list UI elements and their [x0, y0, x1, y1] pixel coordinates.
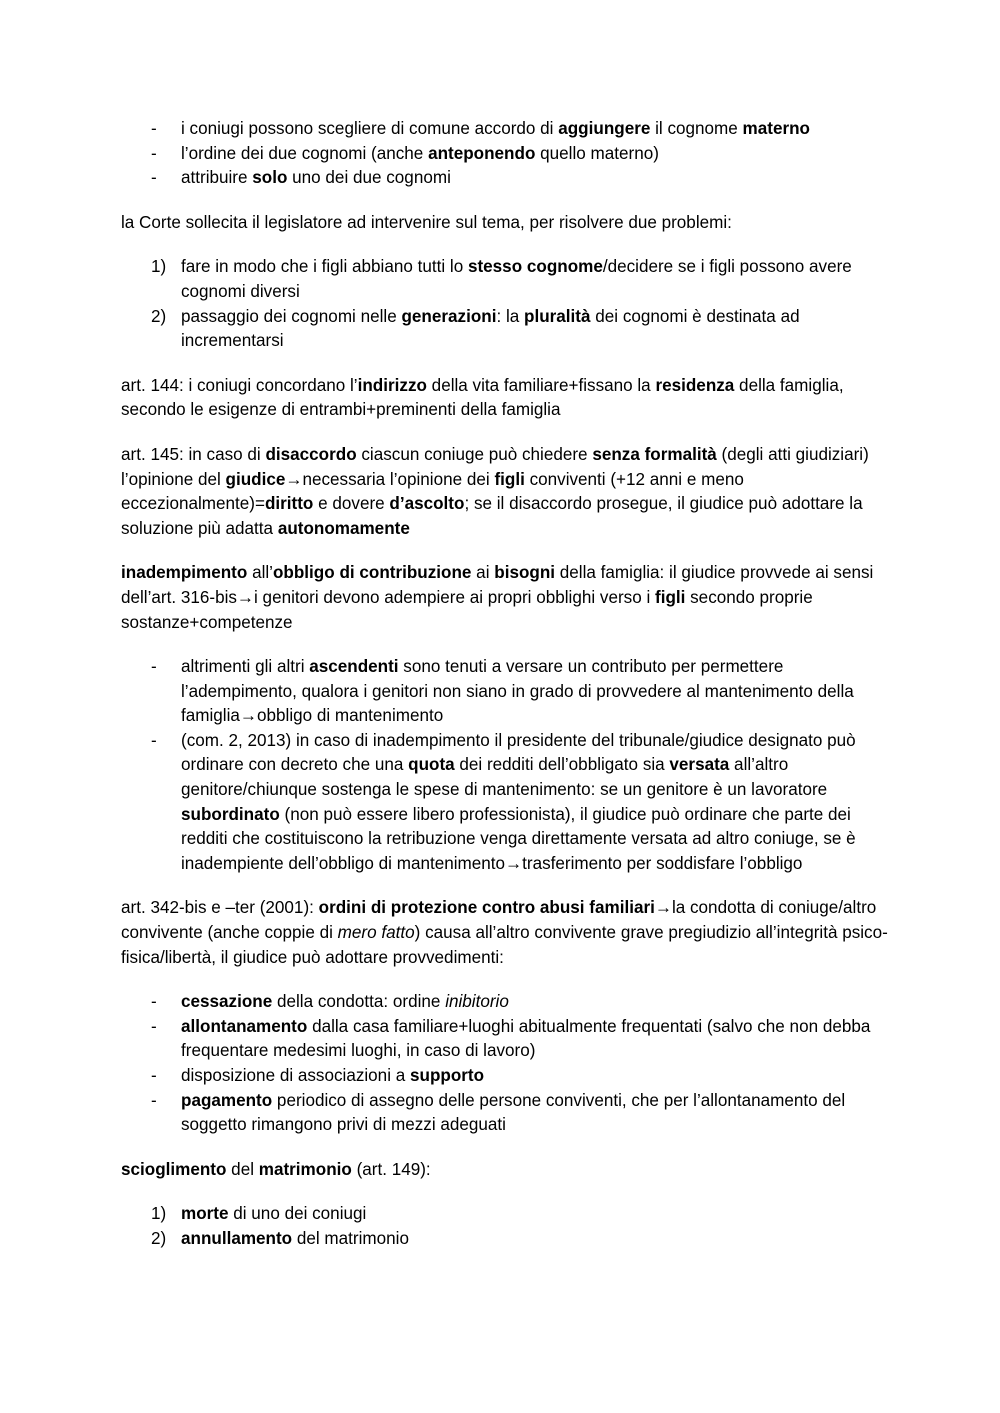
text-run: ciascun coniuge può chiedere [356, 444, 593, 464]
text-run: (non può essere libero professionista), il giudice può ordinare che parte dei redditi che costituiscono la retribuzione venga direttamente versata ad altro coniuge, se è inadempiente dell’obbligo di mantenimento→trasferimento per soddisfare l’obbligo [181, 804, 856, 873]
bold-text: obbligo di contribuzione [272, 563, 472, 583]
list-number: 1) [151, 1204, 167, 1224]
bold-text: giudice [225, 469, 286, 489]
list-item [121, 655, 891, 729]
text-run: art. 144: i coniugi concordano l’ [121, 375, 358, 395]
list-dash: - [151, 168, 157, 188]
text-run: fare in modo che i figli abbiano tutti lo [181, 257, 468, 277]
bold-text: disaccordo [265, 444, 357, 464]
bold-text: stesso cognome [467, 257, 603, 277]
bold-text: allontanamento [181, 1016, 308, 1036]
text-run: dei redditi dell’obbligato sia [454, 755, 670, 775]
text-run: passaggio dei cognomi nelle [181, 306, 402, 326]
text-run: il cognome [650, 119, 743, 138]
list-item [121, 142, 891, 167]
text-run: (com. 2, 2013) in caso di inadempimento il presidente del tribunale/giudice designato può ordinare con decreto che una [181, 730, 856, 775]
text-run: art. 342-bis e –ter (2001): [121, 898, 319, 918]
text-run: della famiglia: il giudice provvede ai sensi dell’art. 316-bis→i genitori devono adempiere ai propri obblighi verso i [121, 563, 874, 607]
bold-text: cessazione [181, 992, 273, 1012]
bold-text: senza formalità [592, 444, 717, 464]
bold-text: quota [408, 755, 455, 775]
paragraph [121, 443, 891, 541]
paragraph [121, 374, 891, 423]
numbered-list [121, 1202, 891, 1251]
text-run: ) causa all’altro convivente grave pregiudizio all’integrità psico-fisica/libertà, il giudice può adottare provvedimenti: [121, 923, 888, 967]
list-dash: - [151, 992, 157, 1012]
bold-text: solo [252, 168, 288, 188]
bold-text: subordinato [181, 804, 280, 824]
list-item [121, 990, 891, 1015]
text-run: uno dei due cognomi [287, 168, 451, 188]
text-run: (art. 149): [351, 1159, 431, 1179]
list-item [121, 1202, 891, 1227]
text-run: sono tenuti a versare un contributo per permettere l’adempimento, qualora i genitori non siano in grado di provvedere al mantenimento della famiglia→obbligo di mantenimento [181, 657, 854, 726]
text-run: l’ordine dei due cognomi (anche [181, 143, 429, 163]
bold-text: indirizzo [357, 375, 427, 395]
text-run: ; se il disaccordo prosegue, il giudice può adottare la soluzione più adatta [121, 494, 863, 538]
bold-text: pagamento [181, 1090, 273, 1110]
bold-text: scioglimento [121, 1159, 227, 1179]
text-run: →necessaria l’opinione dei [285, 469, 495, 489]
list-dash: - [151, 657, 157, 677]
list-dash: - [151, 1066, 157, 1085]
text-run: dei cognomi è destinata ad incrementarsi [181, 306, 800, 351]
list-dash: - [151, 143, 157, 163]
text-run: attribuire [181, 168, 253, 188]
bold-text: generazioni [401, 306, 497, 326]
text-run: della vita familiare+fissano la [426, 375, 656, 395]
list-dash: - [151, 119, 157, 138]
text-run: ai [471, 563, 495, 583]
bold-text: anteponendo [428, 143, 536, 163]
list-dash: - [151, 1016, 157, 1036]
bullet-list [121, 655, 891, 876]
bold-text: residenza [655, 375, 735, 395]
text-run: all’altro genitore/chiunque sostenga le spese di mantenimento: se un genitore è un lavoratore [181, 755, 828, 800]
bold-text: aggiungere [558, 119, 651, 138]
list-item [121, 1227, 891, 1252]
list-item [121, 1089, 891, 1138]
text-run: all’ [247, 563, 273, 583]
bold-text: pluralità [524, 306, 591, 326]
text-run: dalla casa familiare+luoghi abitualmente frequentati (salvo che non debba frequentare medesimi luoghi, in caso di lavoro) [181, 1016, 871, 1061]
bold-text: bisogni [494, 563, 556, 583]
list-number: 2) [151, 1228, 167, 1248]
bold-text: figli [655, 587, 686, 607]
list-item [121, 729, 891, 877]
bold-text: d’ascolto [389, 494, 465, 514]
bold-text: ascendenti [309, 657, 399, 677]
text-run: secondo proprie sostanze+competenze [121, 587, 813, 632]
bold-text: inadempimento [121, 563, 248, 583]
text-run: la Corte sollecita il legislatore ad intervenire sul tema, per risolvere due problemi: [121, 212, 732, 232]
list-item [121, 1015, 891, 1064]
bold-text: versata [669, 755, 730, 775]
list-dash: - [151, 1090, 157, 1110]
list-dash: - [151, 730, 157, 750]
bullet-list [121, 117, 891, 191]
paragraph [121, 896, 891, 970]
text-run: /decidere se i figli possono avere cognomi diversi [181, 257, 852, 301]
bold-text: figli [494, 469, 525, 489]
text-run: (degli atti giudiziari) l’opinione del [121, 444, 869, 489]
italic-text: mero fatto [337, 923, 415, 943]
document-body [121, 117, 891, 1272]
text-run: del [226, 1159, 259, 1179]
bold-text: morte [181, 1204, 229, 1224]
text-run: quello materno) [535, 143, 659, 163]
numbered-list [121, 255, 891, 353]
text-run: di uno dei coniugi [228, 1204, 367, 1224]
text-run: disposizione di associazioni a [181, 1066, 410, 1085]
list-number: 1) [151, 257, 167, 277]
paragraph [121, 1158, 891, 1183]
bold-text: supporto [410, 1066, 485, 1085]
bold-text: annullamento [181, 1228, 293, 1248]
text-run: : la [496, 306, 525, 326]
bold-text: matrimonio [258, 1159, 352, 1179]
bold-text: autonomamente [277, 518, 410, 538]
bold-text: ordini di protezione contro abusi familiari [318, 898, 655, 918]
paragraph [121, 211, 891, 236]
list-item [121, 1064, 891, 1089]
text-run: periodico di assegno delle persone conviventi, che per l’allontanamento del soggetto rimangono privi di mezzi adeguati [181, 1090, 846, 1135]
italic-text: inibitorio [445, 992, 509, 1012]
list-item [121, 117, 891, 142]
bullet-list [121, 990, 891, 1138]
bold-text: diritto [264, 494, 314, 514]
text-run: conviventi (+12 anni e meno eccezionalmente)= [121, 469, 744, 514]
text-run: altrimenti gli altri [181, 657, 310, 677]
text-run: e dovere [313, 494, 390, 514]
list-item [121, 166, 891, 191]
list-item [121, 305, 891, 354]
bold-text: materno [742, 119, 810, 138]
text-run: del matrimonio [292, 1228, 409, 1248]
list-number: 2) [151, 306, 167, 326]
text-run: →la condotta di coniuge/altro convivente (anche coppie di [121, 898, 877, 943]
text-run: i coniugi possono scegliere di comune accordo di [181, 119, 559, 138]
text-run: art. 145: in caso di [121, 444, 266, 464]
text-run: della famiglia, secondo le esigenze di entrambi+preminenti della famiglia [121, 375, 844, 420]
paragraph [121, 561, 891, 635]
text-run: della condotta: ordine [272, 992, 446, 1012]
list-item [121, 255, 891, 304]
